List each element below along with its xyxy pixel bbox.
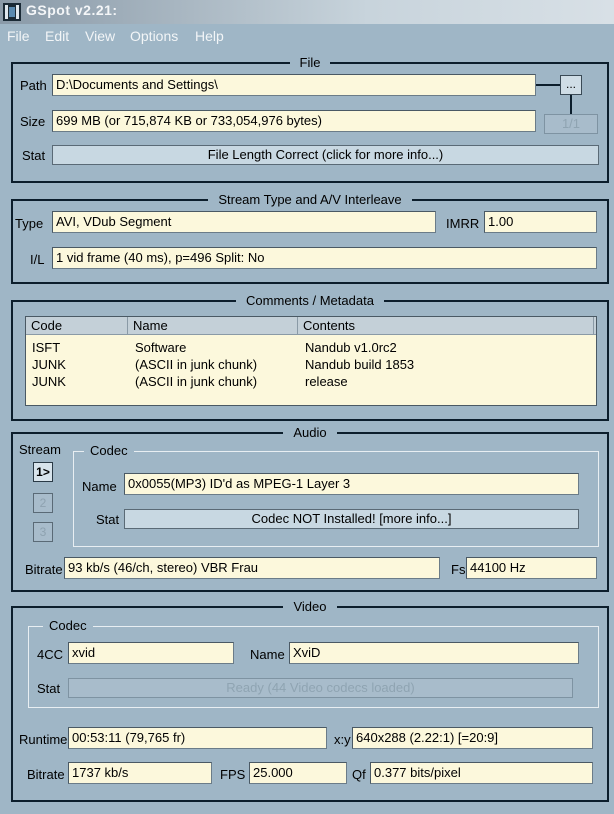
video-stat-label: Stat [37, 681, 61, 696]
xy-label: x:y [334, 732, 351, 747]
fps-label: FPS [220, 767, 246, 782]
row-name: (ASCII in junk chunk) [135, 374, 258, 389]
il-field[interactable]: 1 vid frame (40 ms), p=496 Split: No [52, 247, 597, 269]
menu-help[interactable]: Help [195, 28, 224, 44]
path-label: Path [20, 78, 47, 93]
row-contents: Nandub build 1853 [305, 357, 415, 372]
stream-group-title: Stream Type and A/V Interleave [208, 192, 411, 207]
audio-stream-2-button[interactable]: 2 [33, 493, 53, 513]
row-name: Software [135, 340, 187, 355]
audio-bitrate-label: Bitrate [25, 562, 63, 577]
audio-stat-label: Stat [96, 512, 120, 527]
type-label: Type [15, 216, 44, 231]
audio-codec-box [73, 443, 599, 547]
col-contents[interactable]: Contents [298, 317, 594, 335]
stream-label: Stream [19, 442, 61, 457]
menu-options[interactable]: Options [130, 28, 179, 44]
gspot-app-icon [3, 3, 21, 21]
file-stat-label: Stat [22, 148, 46, 163]
menu-file[interactable]: File [7, 28, 30, 44]
row-code: JUNK [32, 374, 66, 389]
window-title: GSpot v2.21: [26, 2, 118, 18]
imrr-label: IMRR [446, 216, 480, 231]
row-contents: release [305, 374, 348, 389]
runtime-field[interactable]: 00:53:11 (79,765 fr) [68, 727, 327, 749]
col-code[interactable]: Code [26, 317, 128, 335]
fps-field[interactable]: 25.000 [249, 762, 347, 784]
il-label: I/L [30, 252, 45, 267]
qf-label: Qf [352, 767, 366, 782]
menu-view[interactable]: View [85, 28, 116, 44]
path-field[interactable]: D:\Documents and Settings\ [52, 74, 536, 96]
audio-codec-status-button[interactable]: Codec NOT Installed! [more info...] [124, 509, 579, 529]
runtime-label: Runtime [19, 732, 68, 747]
size-label: Size [20, 114, 46, 129]
type-field[interactable]: AVI, VDub Segment [52, 211, 436, 233]
fs-field[interactable]: 44100 Hz [466, 557, 597, 579]
fourcc-label: 4CC [37, 647, 64, 662]
xy-field[interactable]: 640x288 (2.22:1) [=20:9] [352, 727, 593, 749]
audio-codec-title: Codec [84, 443, 134, 458]
metadata-list-header [26, 317, 596, 335]
row-contents: Nandub v1.0rc2 [305, 340, 397, 355]
video-group-title: Video [283, 599, 336, 614]
video-codec-title: Codec [43, 618, 93, 633]
file-group-title: File [290, 55, 331, 70]
audio-name-field[interactable]: 0x0055(MP3) ID'd as MPEG-1 Layer 3 [124, 473, 579, 495]
audio-bitrate-field[interactable]: 93 kb/s (46/ch, stereo) VBR Frau [64, 557, 440, 579]
video-codec-status-button[interactable]: Ready (44 Video codecs loaded) [68, 678, 573, 698]
imrr-field[interactable]: 1.00 [484, 211, 597, 233]
video-bitrate-label: Bitrate [27, 767, 65, 782]
video-bitrate-field[interactable]: 1737 kb/s [68, 762, 212, 784]
page-counter: 1/1 [544, 114, 598, 134]
video-name-label: Name [250, 647, 285, 662]
size-field[interactable]: 699 MB (or 715,874 KB or 733,054,976 bytes) [52, 110, 536, 132]
audio-stream-1-button[interactable]: 1> [33, 462, 53, 482]
qf-field[interactable]: 0.377 bits/pixel [370, 762, 593, 784]
video-name-field[interactable]: XviD [289, 642, 579, 664]
row-name: (ASCII in junk chunk) [135, 357, 258, 372]
audio-stream-3-button[interactable]: 3 [33, 522, 53, 542]
col-name[interactable]: Name [128, 317, 298, 335]
metadata-list[interactable] [25, 316, 597, 406]
audio-name-label: Name [82, 479, 117, 494]
row-code: JUNK [32, 357, 66, 372]
row-code: ISFT [32, 340, 61, 355]
comments-group-title: Comments / Metadata [236, 293, 384, 308]
fs-label: Fs [451, 562, 466, 577]
fourcc-field[interactable]: xvid [68, 642, 234, 664]
browse-connector [536, 84, 576, 114]
file-length-status-button[interactable]: File Length Correct (click for more info...) [52, 145, 599, 165]
menu-bar [0, 24, 614, 50]
menu-edit[interactable]: Edit [45, 28, 70, 44]
browse-button[interactable]: ... [560, 75, 582, 95]
audio-group-title: Audio [283, 425, 336, 440]
